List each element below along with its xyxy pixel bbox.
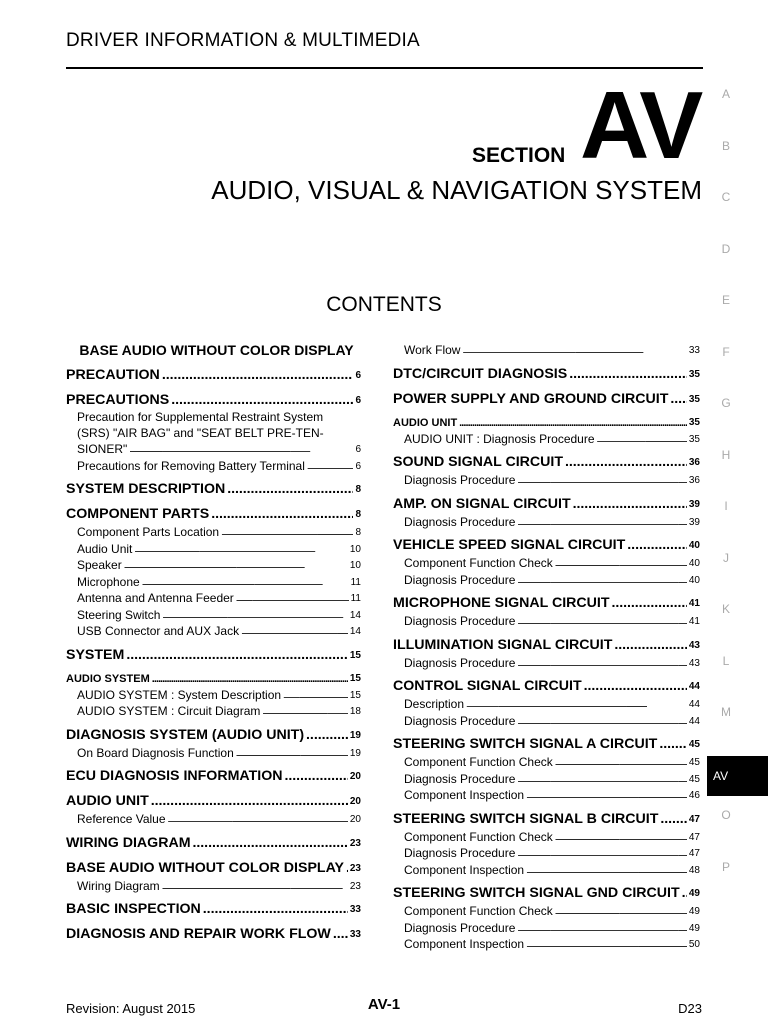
toc-entry-label: DTC/CIRCUIT DIAGNOSIS bbox=[393, 365, 568, 382]
toc-group bbox=[393, 453, 700, 489]
toc-left-list bbox=[66, 366, 361, 944]
dot-leader bbox=[333, 925, 348, 944]
toc-entry-page: 19 bbox=[349, 747, 361, 759]
section-tab-m[interactable]: M bbox=[721, 705, 731, 719]
toc-entry-page: 50 bbox=[688, 939, 700, 950]
toc-right-list bbox=[393, 342, 700, 953]
dot-leader bbox=[129, 441, 353, 458]
dot-leader bbox=[660, 810, 687, 829]
dot-leader bbox=[466, 696, 687, 713]
toc-entry-page: 39 bbox=[688, 516, 700, 528]
dot-leader bbox=[555, 754, 687, 771]
dot-leader bbox=[203, 900, 348, 919]
toc-entry-label: PRECAUTIONS bbox=[66, 392, 170, 408]
dot-leader bbox=[459, 415, 687, 431]
toc-subentry[interactable] bbox=[66, 811, 361, 828]
toc-entry-page: 35 bbox=[688, 416, 700, 428]
toc-entry-label: Diagnosis Procedure bbox=[404, 614, 516, 628]
toc-heading-entry[interactable] bbox=[393, 495, 700, 514]
toc-subentry[interactable] bbox=[393, 613, 700, 630]
toc-entry-page: 6 bbox=[355, 370, 361, 381]
section-code: AV bbox=[580, 72, 701, 179]
toc-entry-label: Diagnosis Procedure bbox=[404, 514, 516, 529]
toc-subentry[interactable] bbox=[393, 936, 700, 953]
section-tab-k[interactable]: K bbox=[721, 602, 730, 616]
toc-entry-label: Steering Switch bbox=[77, 607, 161, 622]
toc-entry-label: Component Inspection bbox=[404, 788, 525, 802]
toc-entry-label: POWER SUPPLY AND GROUND CIRCUIT bbox=[393, 390, 669, 407]
toc-subentry[interactable] bbox=[393, 655, 700, 672]
section-tab-o[interactable]: O bbox=[721, 808, 731, 822]
toc-entry-page: 14 bbox=[349, 609, 361, 621]
dot-leader bbox=[151, 792, 348, 811]
section-tab-b[interactable]: B bbox=[721, 138, 730, 153]
toc-entry-label: Component Parts Location bbox=[77, 525, 220, 539]
toc-entry-label: Audio Unit bbox=[77, 541, 133, 556]
toc-entry-label: MICROPHONE SIGNAL CIRCUIT bbox=[393, 595, 610, 611]
dot-leader bbox=[526, 862, 687, 879]
toc-heading-entry[interactable] bbox=[393, 735, 700, 754]
toc-heading-entry[interactable] bbox=[66, 925, 361, 944]
toc-entry-page: 45 bbox=[688, 739, 700, 750]
dot-leader bbox=[614, 636, 687, 655]
toc-heading-entry[interactable] bbox=[393, 536, 700, 555]
toc-subentry[interactable] bbox=[66, 745, 361, 762]
dot-leader bbox=[262, 703, 348, 720]
toc-subentry[interactable] bbox=[66, 687, 361, 704]
toc-entry-label: Precautions for Removing Battery Terminal bbox=[77, 458, 305, 473]
toc-entry-label: VEHICLE SPEED SIGNAL CIRCUIT bbox=[393, 537, 626, 553]
toc-entry-page: 8 bbox=[355, 484, 361, 495]
toc-heading-entry[interactable] bbox=[66, 900, 361, 919]
toc-entry-page: 15 bbox=[349, 672, 361, 684]
toc-entry-label: SOUND SIGNAL CIRCUIT bbox=[393, 454, 563, 470]
toc-entry-label: STEERING SWITCH SIGNAL B CIRCUIT bbox=[393, 810, 659, 827]
toc-entry-label: AUDIO SYSTEM : System Description bbox=[77, 687, 282, 702]
toc-subentry[interactable] bbox=[66, 623, 361, 640]
toc-heading-entry[interactable] bbox=[393, 636, 700, 655]
dot-leader bbox=[462, 342, 686, 359]
toc-entry-label-line: SIONER" bbox=[77, 442, 128, 456]
dot-leader bbox=[168, 811, 348, 828]
toc-entry-label: Wiring Diagram bbox=[77, 878, 160, 893]
dot-leader bbox=[682, 884, 687, 903]
toc-entry-label: AUDIO SYSTEM bbox=[66, 672, 150, 685]
dot-leader bbox=[555, 829, 687, 846]
toc-entry-label: Component Inspection bbox=[404, 937, 525, 951]
dot-leader bbox=[612, 594, 687, 613]
dot-leader bbox=[670, 390, 687, 409]
section-tab-l[interactable]: L bbox=[722, 653, 730, 668]
dot-leader bbox=[565, 453, 687, 472]
toc-entry-page: 47 bbox=[688, 831, 700, 843]
dot-leader bbox=[124, 557, 348, 574]
toc-group bbox=[393, 636, 700, 672]
toc-entry-label: Speaker bbox=[77, 558, 122, 572]
toc-left-column bbox=[66, 342, 361, 950]
toc-entry-page: 35 bbox=[688, 433, 700, 445]
toc-entry-label: Description bbox=[404, 697, 465, 711]
dot-leader bbox=[126, 646, 348, 665]
toc-subentry[interactable] bbox=[393, 787, 700, 804]
toc-entry-label: ILLUMINATION SIGNAL CIRCUIT bbox=[393, 636, 613, 653]
toc-entry-label: Component Function Check bbox=[404, 755, 553, 769]
toc-entry-page: 10 bbox=[349, 543, 361, 555]
toc-entry-label: Component Function Check bbox=[404, 829, 553, 844]
section-tab-e[interactable]: E bbox=[721, 293, 730, 307]
toc-entry-page: 15 bbox=[349, 689, 361, 701]
toc-entry-page: 8 bbox=[355, 509, 361, 520]
toc-entry-page: 23 bbox=[349, 862, 361, 874]
toc-entry-label: COMPONENT PARTS bbox=[66, 506, 210, 522]
toc-entry-page: 19 bbox=[349, 729, 361, 741]
toc-entry-label: BASE AUDIO WITHOUT COLOR DISPLAY bbox=[66, 859, 344, 876]
toc-entry-page: 44 bbox=[688, 681, 700, 692]
toc-entry-label: STEERING SWITCH SIGNAL GND CIRCUIT bbox=[393, 885, 680, 901]
toc-entry-page: 41 bbox=[688, 598, 700, 609]
toc-group bbox=[66, 859, 361, 895]
section-tab-d[interactable]: D bbox=[721, 241, 731, 256]
toc-group bbox=[393, 810, 700, 879]
toc-entry-page: 6 bbox=[355, 395, 361, 406]
toc-entry-label: AUDIO UNIT bbox=[66, 793, 149, 809]
contents-heading: CONTENTS bbox=[326, 293, 442, 316]
dot-leader bbox=[283, 687, 348, 704]
toc-entry-label: STEERING SWITCH SIGNAL A CIRCUIT bbox=[393, 736, 658, 752]
toc-entry-page: 10 bbox=[349, 560, 361, 571]
toc-entry-page: 43 bbox=[688, 657, 700, 669]
toc-entry-page: 47 bbox=[688, 813, 700, 825]
toc-subentry[interactable] bbox=[66, 410, 361, 458]
toc-entry-page: 35 bbox=[688, 368, 700, 380]
dot-leader bbox=[193, 834, 348, 853]
toc-entry-label: CONTROL SIGNAL CIRCUIT bbox=[393, 678, 582, 694]
dot-leader bbox=[236, 745, 348, 762]
dot-leader bbox=[526, 936, 687, 953]
dot-leader bbox=[211, 505, 353, 524]
toc-entry-label-line: (SRS) "AIR BAG" and "SEAT BELT PRE-TEN- bbox=[77, 425, 324, 440]
dot-leader bbox=[517, 613, 686, 630]
section-tab-i[interactable]: I bbox=[724, 499, 728, 513]
toc-entry-label: Diagnosis Procedure bbox=[404, 771, 516, 786]
footer-page-label: AV-1 bbox=[367, 996, 401, 1013]
toc-entry-page: 18 bbox=[349, 706, 361, 717]
toc-entry-page: 49 bbox=[688, 888, 700, 899]
toc-subentry[interactable] bbox=[66, 878, 361, 895]
toc-group bbox=[393, 677, 700, 729]
toc-entry-page: 20 bbox=[349, 796, 361, 807]
toc-group bbox=[66, 505, 361, 640]
toc-heading-entry[interactable] bbox=[393, 810, 700, 829]
toc-group bbox=[66, 646, 361, 665]
dot-leader bbox=[627, 536, 687, 555]
toc-group bbox=[66, 671, 361, 720]
toc-entry-page: 11 bbox=[350, 593, 361, 604]
toc-group bbox=[66, 366, 361, 385]
toc-entry-page: 39 bbox=[688, 498, 700, 510]
toc-subentry[interactable] bbox=[393, 696, 700, 713]
toc-subentry[interactable] bbox=[393, 342, 700, 359]
header-title: DRIVER INFORMATION & MULTIMEDIA bbox=[66, 30, 420, 51]
toc-entry-label: Antenna and Antenna Feeder bbox=[77, 591, 234, 605]
toc-entry-label: Work Flow bbox=[404, 343, 461, 357]
dot-leader bbox=[236, 590, 349, 607]
toc-entry-page: 40 bbox=[688, 558, 700, 569]
toc-group bbox=[393, 536, 700, 588]
toc-entry-label: Component Inspection bbox=[404, 862, 525, 877]
dot-leader bbox=[517, 472, 686, 489]
toc-entry-page: 20 bbox=[349, 814, 361, 825]
dot-leader bbox=[597, 431, 687, 448]
toc-entry-page: 6 bbox=[355, 460, 361, 472]
section-word: SECTION bbox=[472, 144, 566, 167]
toc-group bbox=[393, 415, 700, 448]
section-title: AUDIO, VISUAL & NAVIGATION SYSTEM bbox=[211, 175, 702, 205]
toc-heading-entry[interactable] bbox=[66, 767, 361, 786]
toc-entry-label: SYSTEM bbox=[66, 646, 125, 663]
toc-right-column bbox=[393, 342, 700, 959]
toc-heading-entry[interactable] bbox=[393, 453, 700, 472]
toc-group bbox=[66, 900, 361, 919]
toc-subentry[interactable] bbox=[393, 572, 700, 589]
toc-group bbox=[66, 480, 361, 499]
toc-subentry[interactable] bbox=[66, 703, 361, 720]
dot-leader bbox=[346, 859, 348, 878]
toc-subentry[interactable] bbox=[66, 607, 361, 624]
dot-leader bbox=[162, 607, 348, 624]
toc-group bbox=[66, 792, 361, 828]
dot-leader bbox=[517, 920, 686, 937]
toc-entry-page: 48 bbox=[688, 864, 700, 876]
toc-subentry[interactable] bbox=[393, 754, 700, 771]
toc-left-banner: BASE AUDIO WITHOUT COLOR DISPLAY bbox=[79, 342, 354, 358]
dot-leader bbox=[285, 767, 348, 786]
toc-entry-page: 46 bbox=[688, 790, 700, 801]
toc-entry-label: Reference Value bbox=[77, 812, 166, 826]
dot-leader bbox=[517, 572, 686, 589]
toc-subentry[interactable] bbox=[393, 845, 700, 862]
dot-leader bbox=[241, 623, 348, 640]
toc-heading-entry[interactable] bbox=[66, 646, 361, 665]
toc-group bbox=[393, 594, 700, 630]
dot-leader bbox=[306, 726, 348, 745]
toc-group bbox=[393, 342, 700, 359]
toc-heading-entry[interactable] bbox=[66, 505, 361, 524]
section-tab-g[interactable]: G bbox=[721, 396, 731, 410]
toc-entry-page: 49 bbox=[688, 922, 700, 934]
toc-heading-entry[interactable] bbox=[393, 884, 700, 903]
toc-entry-label: Diagnosis Procedure bbox=[404, 846, 516, 860]
toc-entry-label: DIAGNOSIS SYSTEM (AUDIO UNIT) bbox=[66, 726, 305, 743]
toc-subentry[interactable] bbox=[393, 771, 700, 788]
toc-entry-page: 40 bbox=[688, 540, 700, 551]
toc-group bbox=[393, 495, 700, 531]
section-tab-c[interactable]: C bbox=[721, 190, 731, 204]
toc-heading-entry[interactable] bbox=[66, 859, 361, 878]
toc-heading-entry[interactable] bbox=[66, 480, 361, 499]
toc-subentry[interactable] bbox=[393, 431, 700, 448]
toc-entry-label: ECU DIAGNOSIS INFORMATION bbox=[66, 768, 283, 784]
toc-subentry[interactable] bbox=[393, 514, 700, 531]
toc-entry-page: 33 bbox=[349, 929, 361, 940]
toc-group bbox=[393, 390, 700, 409]
toc-entry-label: USB Connector and AUX Jack bbox=[77, 624, 240, 638]
toc-subentry[interactable] bbox=[393, 862, 700, 879]
toc-heading-entry[interactable] bbox=[66, 792, 361, 811]
dot-leader bbox=[517, 655, 686, 672]
toc-subentry[interactable] bbox=[393, 829, 700, 846]
dot-leader bbox=[555, 555, 687, 572]
toc-group bbox=[66, 726, 361, 762]
toc-subentry[interactable] bbox=[66, 541, 361, 558]
toc-entry-page: 36 bbox=[688, 457, 700, 468]
dot-leader bbox=[171, 391, 353, 410]
toc-subentry[interactable] bbox=[393, 472, 700, 489]
dot-leader bbox=[517, 514, 686, 531]
toc-entry-label: WIRING DIAGRAM bbox=[66, 834, 191, 851]
toc-entry-page: 23 bbox=[349, 880, 361, 892]
dot-leader bbox=[573, 495, 687, 514]
toc-entry-label: Diagnosis Procedure bbox=[404, 473, 516, 487]
toc-entry-label: AMP. ON SIGNAL CIRCUIT bbox=[393, 495, 571, 512]
dot-leader bbox=[227, 480, 353, 499]
toc-entry-page: 45 bbox=[688, 757, 700, 768]
toc-entry-label: Component Function Check bbox=[404, 556, 553, 570]
toc-entry-page: 14 bbox=[349, 626, 361, 637]
dot-leader bbox=[142, 574, 349, 591]
toc-heading-entry[interactable] bbox=[66, 671, 361, 687]
dot-leader bbox=[517, 713, 686, 730]
dot-leader bbox=[517, 771, 686, 788]
section-tab-p[interactable]: P bbox=[721, 859, 730, 874]
toc-entry-page: 47 bbox=[688, 848, 700, 859]
toc-entry-page: 43 bbox=[688, 639, 700, 651]
toc-group bbox=[66, 925, 361, 944]
toc-heading-entry[interactable] bbox=[66, 834, 361, 853]
toc-entry-label: Diagnosis Procedure bbox=[404, 713, 516, 728]
toc-entry-page: 49 bbox=[688, 906, 700, 917]
toc-entry-page: 44 bbox=[688, 699, 700, 710]
toc-entry-label: AUDIO SYSTEM : Circuit Diagram bbox=[77, 704, 261, 718]
toc-entry-label: SYSTEM DESCRIPTION bbox=[66, 481, 226, 497]
dot-leader bbox=[307, 458, 354, 475]
toc-entry-page: 45 bbox=[688, 773, 700, 785]
toc-entry-page: 41 bbox=[688, 616, 700, 627]
dot-leader bbox=[134, 541, 348, 558]
dot-leader bbox=[569, 365, 687, 384]
toc-entry-label-line: Precaution for Supplemental Restraint System bbox=[77, 410, 324, 424]
dot-leader bbox=[162, 366, 354, 385]
header-rule bbox=[66, 67, 703, 69]
toc-entry-label: Component Function Check bbox=[404, 904, 553, 918]
toc-entry-label: On Board Diagnosis Function bbox=[77, 745, 234, 760]
toc-entry-page: 6 bbox=[355, 444, 361, 455]
section-tab-av[interactable]: AV bbox=[707, 756, 768, 796]
toc-entry-page: 35 bbox=[688, 393, 700, 405]
footer-revision: Revision: August 2015 bbox=[66, 1001, 196, 1016]
toc-entry-page: 23 bbox=[349, 837, 361, 849]
toc-subentry[interactable] bbox=[393, 920, 700, 937]
toc-subentry[interactable] bbox=[66, 574, 361, 591]
toc-subentry[interactable] bbox=[393, 903, 700, 920]
toc-entry-page: 20 bbox=[349, 771, 361, 782]
footer-code: D23 bbox=[678, 1001, 702, 1016]
toc-entry-label: AUDIO UNIT bbox=[393, 416, 458, 429]
dot-leader bbox=[221, 524, 353, 541]
dot-leader bbox=[555, 903, 687, 920]
toc-subentry[interactable] bbox=[66, 524, 361, 541]
toc-group bbox=[66, 834, 361, 853]
toc-group bbox=[66, 391, 361, 474]
toc-subentry[interactable] bbox=[66, 557, 361, 574]
dot-leader bbox=[526, 787, 687, 804]
dot-leader bbox=[584, 677, 687, 696]
toc-entry-page: 40 bbox=[688, 574, 700, 586]
toc-entry-label: Microphone bbox=[77, 574, 140, 589]
toc-entry-label: PRECAUTION bbox=[66, 367, 160, 383]
toc-entry-page: 33 bbox=[688, 345, 700, 356]
toc-entry-page: 15 bbox=[349, 649, 361, 661]
toc-entry-page: 33 bbox=[349, 904, 361, 915]
toc-subentry[interactable] bbox=[66, 590, 361, 607]
dot-leader bbox=[517, 845, 686, 862]
section-tab-a[interactable]: A bbox=[721, 87, 730, 101]
toc-subentry[interactable] bbox=[66, 458, 361, 475]
toc-heading-entry[interactable] bbox=[66, 366, 361, 385]
toc-group bbox=[393, 884, 700, 953]
toc-subentry[interactable] bbox=[393, 555, 700, 572]
toc-entry-label: AUDIO UNIT : Diagnosis Procedure bbox=[404, 431, 595, 446]
dot-leader bbox=[162, 878, 348, 895]
toc-group bbox=[66, 767, 361, 786]
toc-heading-entry[interactable] bbox=[393, 594, 700, 613]
toc-heading-entry[interactable] bbox=[393, 390, 700, 409]
toc-entry-label: Diagnosis Procedure bbox=[404, 655, 516, 670]
toc-entry-label: BASIC INSPECTION bbox=[66, 901, 201, 917]
toc-heading-entry[interactable] bbox=[66, 726, 361, 745]
toc-entry-page: 11 bbox=[350, 576, 361, 588]
toc-heading-entry[interactable] bbox=[393, 677, 700, 696]
dot-leader bbox=[152, 671, 348, 687]
toc-heading-entry[interactable] bbox=[393, 365, 700, 384]
toc-group bbox=[393, 365, 700, 384]
toc-group bbox=[393, 735, 700, 804]
dot-leader bbox=[659, 735, 687, 754]
toc-entry-page: 44 bbox=[688, 715, 700, 727]
section-tab-h[interactable]: H bbox=[721, 447, 731, 462]
toc-heading-entry[interactable] bbox=[66, 391, 361, 410]
toc-entry-page: 8 bbox=[355, 527, 361, 538]
toc-entry-last-line bbox=[77, 441, 361, 458]
toc-entry-label: Diagnosis Procedure bbox=[404, 572, 516, 587]
toc-heading-entry[interactable] bbox=[393, 415, 700, 431]
toc-subentry[interactable] bbox=[393, 713, 700, 730]
section-tab-f[interactable]: F bbox=[722, 344, 730, 359]
toc-entry-label: DIAGNOSIS AND REPAIR WORK FLOW bbox=[66, 926, 331, 942]
section-tab-j[interactable]: J bbox=[723, 550, 729, 565]
toc-entry-label: Diagnosis Procedure bbox=[404, 920, 516, 935]
toc-entry-page: 36 bbox=[688, 475, 700, 486]
